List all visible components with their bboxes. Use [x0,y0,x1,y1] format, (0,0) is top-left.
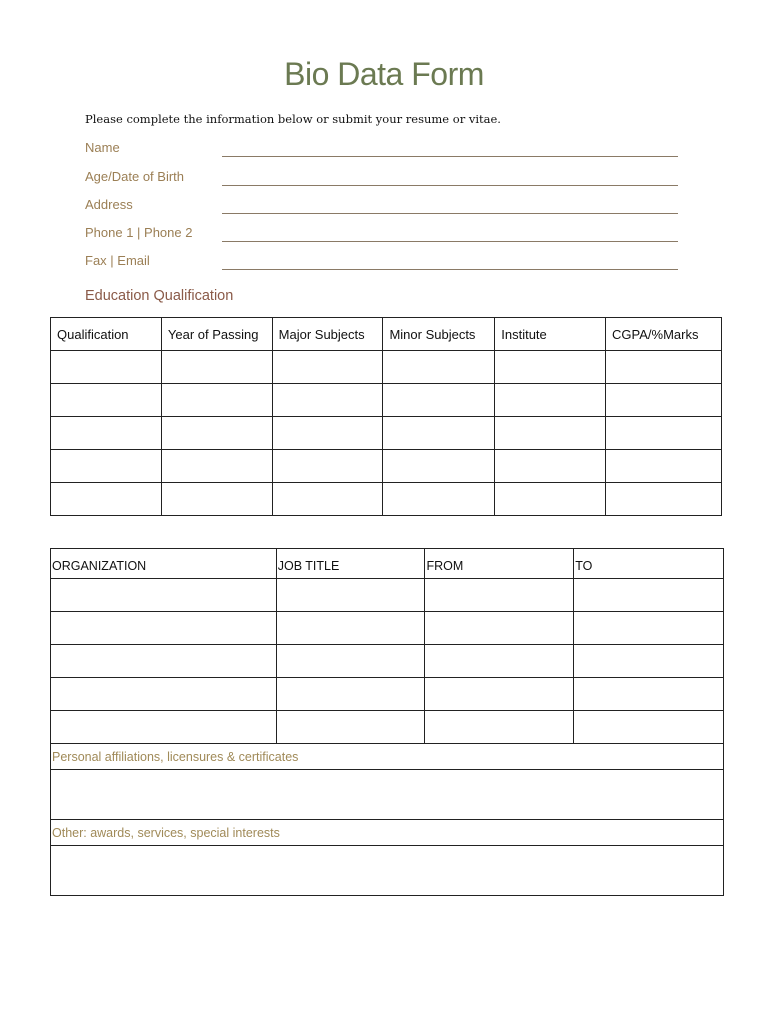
affiliations-label: Personal affiliations, licensures & certificates [51,744,724,770]
address-input-line[interactable] [222,213,678,214]
other-label: Other: awards, services, special interests [51,820,724,846]
table-cell[interactable] [51,579,277,612]
other-field[interactable] [51,846,724,896]
table-cell[interactable] [51,612,277,645]
table-row [51,678,724,711]
field-age-dob [85,169,678,189]
column-header: FROM [425,549,574,579]
table-cell[interactable] [51,450,162,483]
table-row [51,351,722,384]
table-cell[interactable] [606,483,722,516]
column-header: Institute [495,318,606,351]
column-header: Year of Passing [161,318,272,351]
table-cell[interactable] [51,384,162,417]
table-cell[interactable] [276,579,425,612]
intro-text: Please complete the information below or submit your resume or vitae. [85,112,501,126]
table-cell[interactable] [272,384,383,417]
table-cell[interactable] [574,711,724,744]
table-cell[interactable] [161,417,272,450]
table-cell[interactable] [383,483,495,516]
table-cell[interactable] [383,417,495,450]
column-header: TO [574,549,724,579]
table-cell[interactable] [276,612,425,645]
field-label: Address [85,197,133,212]
table-cell[interactable] [606,450,722,483]
name-input-line[interactable] [222,156,678,157]
table-header-row [51,318,722,351]
column-header: JOB TITLE [276,549,425,579]
other-label-row [51,820,724,846]
column-header: Major Subjects [272,318,383,351]
education-section-title: Education Qualification [85,288,234,304]
table-cell[interactable] [161,384,272,417]
field-label: Fax | Email [85,253,150,268]
work-experience-table [50,548,724,896]
field-fax-email [85,253,678,273]
column-header: CGPA/%Marks [606,318,722,351]
table-row [51,417,722,450]
table-cell[interactable] [574,678,724,711]
age-dob-input-line[interactable] [222,185,678,186]
column-header: Qualification [51,318,162,351]
affiliations-field[interactable] [51,770,724,820]
table-row [51,612,724,645]
table-row [51,384,722,417]
table-cell[interactable] [495,351,606,384]
page-title: Bio Data Form [284,56,484,92]
table-cell[interactable] [495,483,606,516]
table-cell[interactable] [574,612,724,645]
table-cell[interactable] [383,384,495,417]
column-header: Minor Subjects [383,318,495,351]
fax-email-input-line[interactable] [222,269,678,270]
table-cell[interactable] [425,612,574,645]
table-cell[interactable] [272,483,383,516]
table-row [51,645,724,678]
field-phone [85,225,678,245]
table-cell[interactable] [51,711,277,744]
column-header: ORGANIZATION [51,549,277,579]
other-row [51,846,724,896]
table-row [51,450,722,483]
table-cell[interactable] [276,645,425,678]
field-name [85,140,678,160]
table-cell[interactable] [383,450,495,483]
table-row [51,711,724,744]
table-cell[interactable] [383,351,495,384]
table-cell[interactable] [495,384,606,417]
table-cell[interactable] [574,645,724,678]
table-header-row [51,549,724,579]
table-cell[interactable] [272,351,383,384]
table-cell[interactable] [495,417,606,450]
table-cell[interactable] [272,417,383,450]
table-cell[interactable] [495,450,606,483]
table-cell[interactable] [574,579,724,612]
field-label: Name [85,140,120,155]
field-label: Phone 1 | Phone 2 [85,225,193,240]
table-cell[interactable] [161,351,272,384]
affiliations-row [51,770,724,820]
table-cell[interactable] [272,450,383,483]
table-cell[interactable] [606,417,722,450]
table-cell[interactable] [161,450,272,483]
education-table [50,317,722,516]
table-cell[interactable] [425,579,574,612]
phone-input-line[interactable] [222,241,678,242]
table-cell[interactable] [161,483,272,516]
table-cell[interactable] [606,384,722,417]
table-cell[interactable] [51,645,277,678]
field-address [85,197,678,217]
field-label: Age/Date of Birth [85,169,184,184]
table-cell[interactable] [425,678,574,711]
table-cell[interactable] [425,711,574,744]
table-cell[interactable] [51,678,277,711]
table-cell[interactable] [276,678,425,711]
table-row [51,579,724,612]
table-cell[interactable] [51,417,162,450]
table-row [51,483,722,516]
table-cell[interactable] [51,351,162,384]
affiliations-label-row [51,744,724,770]
table-cell[interactable] [606,351,722,384]
table-cell[interactable] [425,645,574,678]
table-cell[interactable] [51,483,162,516]
table-cell[interactable] [276,711,425,744]
